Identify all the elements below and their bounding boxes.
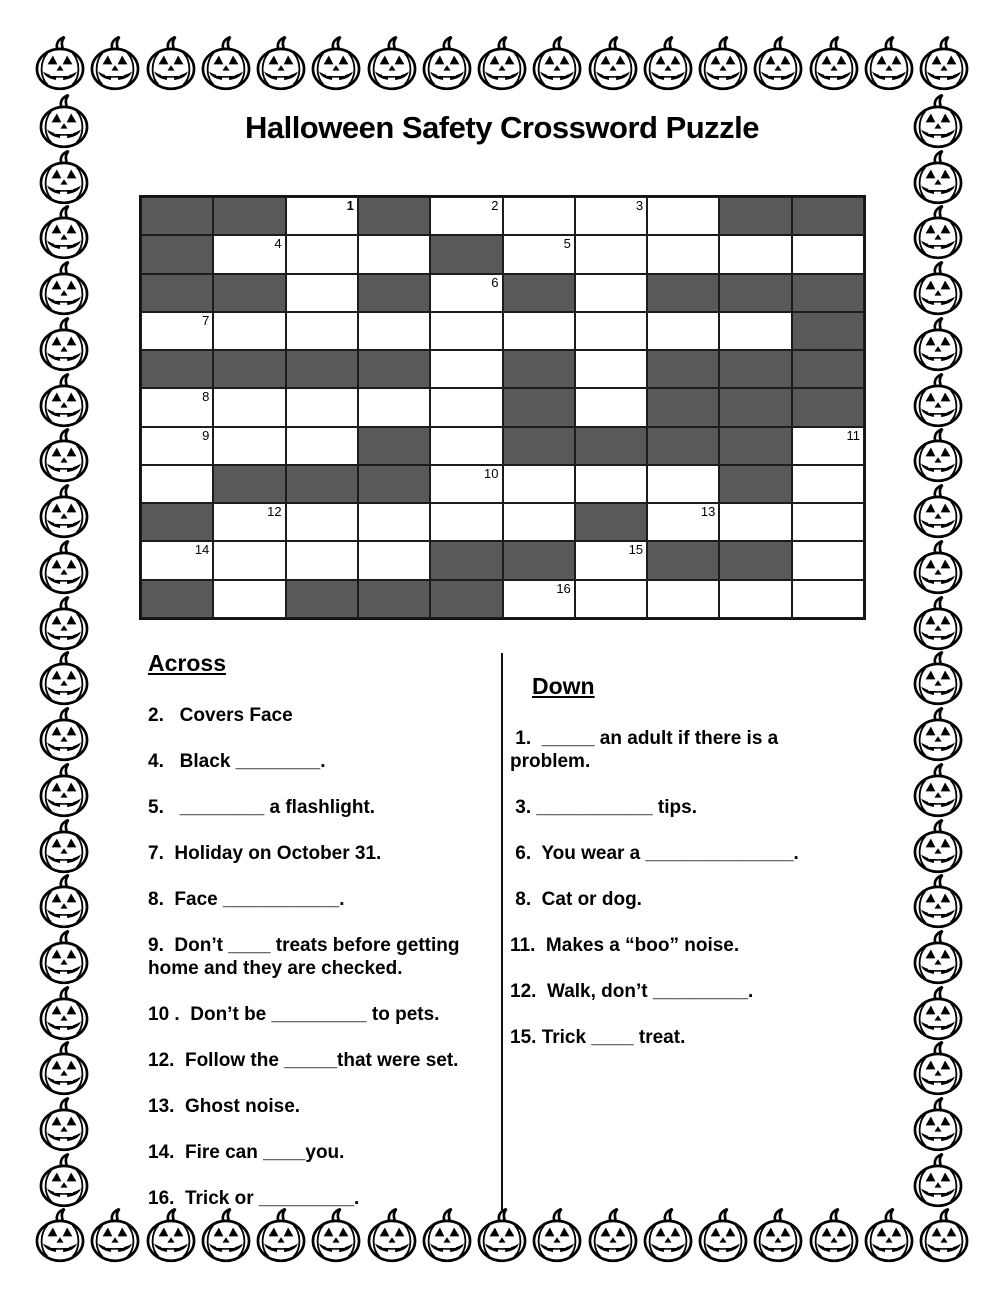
jack-o-lantern-pumpkin-icon — [365, 36, 419, 91]
grid-cell[interactable] — [430, 427, 502, 465]
jack-o-lantern-pumpkin-icon — [475, 36, 529, 91]
jack-o-lantern-pumpkin-icon — [37, 930, 91, 985]
jack-o-lantern-pumpkin-icon — [88, 36, 142, 91]
down-heading: Down — [532, 673, 595, 699]
grid-cell[interactable] — [358, 312, 430, 350]
across-clue: 9. Don’t ____ treats before getting home and they are checked. — [148, 935, 465, 979]
jack-o-lantern-pumpkin-icon — [917, 1208, 971, 1263]
jack-o-lantern-pumpkin-icon — [586, 36, 640, 91]
pumpkin-border-top — [33, 36, 971, 92]
grid-cell[interactable] — [358, 541, 430, 579]
grid-cell-dark — [141, 197, 213, 235]
cell-number: 4 — [274, 236, 282, 252]
grid-cell[interactable] — [575, 465, 647, 503]
grid-cell[interactable] — [792, 503, 864, 541]
jack-o-lantern-pumpkin-icon — [911, 150, 965, 205]
jack-o-lantern-pumpkin-icon — [911, 317, 965, 372]
grid-cell[interactable] — [286, 388, 358, 426]
jack-o-lantern-pumpkin-icon — [751, 1208, 805, 1263]
cell-number: 8 — [202, 389, 210, 405]
grid-cell[interactable] — [503, 580, 575, 618]
grid-cell[interactable] — [719, 235, 791, 273]
grid-cell-dark — [647, 541, 719, 579]
grid-cell-dark — [358, 427, 430, 465]
jack-o-lantern-pumpkin-icon — [144, 36, 198, 91]
cell-number: 3 — [635, 198, 644, 213]
grid-cell[interactable] — [213, 427, 285, 465]
grid-cell[interactable] — [286, 274, 358, 312]
jack-o-lantern-pumpkin-icon — [911, 373, 965, 428]
across-clue: 16. Trick or _________. — [148, 1188, 360, 1209]
jack-o-lantern-pumpkin-icon — [807, 36, 861, 91]
grid-cell[interactable] — [430, 274, 502, 312]
down-clue-list — [510, 727, 858, 1049]
cell-number: 1 — [346, 198, 354, 213]
grid-cell-dark — [647, 274, 719, 312]
grid-cell-dark — [141, 274, 213, 312]
across-clue-list — [148, 704, 510, 1210]
grid-cell[interactable] — [213, 312, 285, 350]
jack-o-lantern-pumpkin-icon — [807, 1208, 861, 1263]
grid-cell[interactable] — [430, 312, 502, 350]
across-clue: 14. Fire can ____you. — [148, 1142, 345, 1163]
jack-o-lantern-pumpkin-icon — [911, 874, 965, 929]
jack-o-lantern-pumpkin-icon — [37, 986, 91, 1041]
jack-o-lantern-pumpkin-icon — [911, 1153, 965, 1208]
down-clue: 1. _____ an adult if there is a problem. — [510, 728, 784, 772]
jack-o-lantern-pumpkin-icon — [641, 36, 695, 91]
jack-o-lantern-pumpkin-icon — [33, 1208, 87, 1263]
grid-cell-dark — [503, 274, 575, 312]
grid-cell[interactable] — [430, 503, 502, 541]
grid-cell[interactable] — [213, 503, 285, 541]
jack-o-lantern-pumpkin-icon — [199, 36, 253, 91]
grid-cell[interactable] — [286, 427, 358, 465]
across-clue: 12. Follow the _____that were set. — [148, 1050, 459, 1071]
crossword-grid — [139, 195, 866, 620]
jack-o-lantern-pumpkin-icon — [641, 1208, 695, 1263]
grid-cell[interactable] — [575, 350, 647, 388]
jack-o-lantern-pumpkin-icon — [911, 651, 965, 706]
jack-o-lantern-pumpkin-icon — [37, 874, 91, 929]
across-clue: 10 . Don’t be _________ to pets. — [148, 1004, 440, 1025]
grid-cell[interactable] — [213, 235, 285, 273]
across-clue: 13. Ghost noise. — [148, 1096, 301, 1117]
grid-cell-dark — [575, 427, 647, 465]
grid-cell-dark — [719, 465, 791, 503]
jack-o-lantern-pumpkin-icon — [911, 986, 965, 1041]
pumpkin-border-left — [37, 94, 93, 1208]
grid-cell[interactable] — [213, 388, 285, 426]
grid-cell[interactable] — [647, 465, 719, 503]
grid-cell[interactable] — [503, 197, 575, 235]
cell-number: 14 — [194, 542, 210, 558]
jack-o-lantern-pumpkin-icon — [37, 205, 91, 260]
grid-cell[interactable] — [503, 235, 575, 273]
grid-cell-dark — [792, 312, 864, 350]
grid-cell-dark — [719, 197, 791, 235]
grid-cell-dark — [430, 235, 502, 273]
cell-number: 6 — [491, 274, 499, 290]
grid-cell[interactable] — [719, 580, 791, 618]
down-clue: 6. You wear a ______________. — [510, 843, 799, 864]
grid-cell-dark — [286, 350, 358, 388]
grid-cell-dark — [647, 388, 719, 426]
jack-o-lantern-pumpkin-icon — [751, 36, 805, 91]
cell-number: 5 — [563, 236, 571, 252]
jack-o-lantern-pumpkin-icon — [696, 1208, 750, 1263]
jack-o-lantern-pumpkin-icon — [911, 819, 965, 874]
jack-o-lantern-pumpkin-icon — [530, 1208, 584, 1263]
grid-cell[interactable] — [575, 541, 647, 579]
grid-cell[interactable] — [503, 503, 575, 541]
cell-number: 2 — [491, 198, 499, 213]
grid-cell[interactable] — [286, 541, 358, 579]
grid-cell[interactable] — [430, 388, 502, 426]
grid-cell[interactable] — [792, 235, 864, 273]
grid-cell[interactable] — [141, 465, 213, 503]
grid-cell[interactable] — [719, 503, 791, 541]
grid-cell-dark — [503, 427, 575, 465]
grid-cell-dark — [141, 503, 213, 541]
grid-cell[interactable] — [213, 580, 285, 618]
cell-number: 9 — [202, 427, 210, 443]
down-clue: 3. ___________ tips. — [510, 797, 697, 818]
grid-cell-dark — [792, 274, 864, 312]
grid-cell-dark — [141, 350, 213, 388]
grid-cell-dark — [792, 350, 864, 388]
grid-cell-dark — [719, 427, 791, 465]
grid-cell-dark — [575, 503, 647, 541]
grid-cell-dark — [430, 580, 502, 618]
jack-o-lantern-pumpkin-icon — [37, 1097, 91, 1152]
jack-o-lantern-pumpkin-icon — [37, 651, 91, 706]
jack-o-lantern-pumpkin-icon — [911, 1041, 965, 1096]
jack-o-lantern-pumpkin-icon — [917, 36, 971, 91]
grid-cell[interactable] — [141, 541, 213, 579]
across-heading: Across — [148, 650, 226, 676]
grid-cell-dark — [141, 580, 213, 618]
jack-o-lantern-pumpkin-icon — [911, 205, 965, 260]
jack-o-lantern-pumpkin-icon — [862, 36, 916, 91]
grid-cell-dark — [286, 465, 358, 503]
grid-cell[interactable] — [141, 388, 213, 426]
grid-cell[interactable] — [647, 503, 719, 541]
jack-o-lantern-pumpkin-icon — [37, 819, 91, 874]
grid-cell-dark — [358, 350, 430, 388]
grid-cell-dark — [503, 541, 575, 579]
grid-cell[interactable] — [575, 388, 647, 426]
jack-o-lantern-pumpkin-icon — [254, 36, 308, 91]
jack-o-lantern-pumpkin-icon — [911, 596, 965, 651]
jack-o-lantern-pumpkin-icon — [911, 428, 965, 483]
grid-cell-dark — [719, 274, 791, 312]
jack-o-lantern-pumpkin-icon — [420, 36, 474, 91]
grid-cell[interactable] — [358, 388, 430, 426]
jack-o-lantern-pumpkin-icon — [33, 36, 87, 91]
cell-number: 10 — [484, 465, 499, 481]
grid-cell-dark — [213, 197, 285, 235]
jack-o-lantern-pumpkin-icon — [37, 317, 91, 372]
grid-cell-dark — [358, 274, 430, 312]
grid-cell-dark — [792, 197, 864, 235]
grid-cell-dark — [503, 388, 575, 426]
pumpkin-border-right — [911, 94, 967, 1208]
cell-number: 15 — [628, 542, 644, 558]
across-clue: 8. Face ___________. — [148, 889, 345, 910]
grid-cell[interactable] — [141, 427, 213, 465]
grid-cell[interactable] — [792, 580, 864, 618]
jack-o-lantern-pumpkin-icon — [37, 763, 91, 818]
cell-number: 7 — [202, 312, 210, 328]
jack-o-lantern-pumpkin-icon — [911, 540, 965, 595]
jack-o-lantern-pumpkin-icon — [37, 707, 91, 762]
grid-cell-dark — [213, 274, 285, 312]
grid-cell[interactable] — [575, 274, 647, 312]
grid-cell[interactable] — [647, 580, 719, 618]
grid-cell-dark — [719, 350, 791, 388]
grid-cell[interactable] — [430, 350, 502, 388]
grid-cell[interactable] — [792, 465, 864, 503]
grid-cell-dark — [213, 350, 285, 388]
jack-o-lantern-pumpkin-icon — [37, 596, 91, 651]
grid-cell[interactable] — [358, 235, 430, 273]
jack-o-lantern-pumpkin-icon — [37, 540, 91, 595]
jack-o-lantern-pumpkin-icon — [911, 1097, 965, 1152]
across-section — [148, 650, 510, 1233]
grid-cell[interactable] — [575, 312, 647, 350]
jack-o-lantern-pumpkin-icon — [37, 150, 91, 205]
grid-cell[interactable] — [286, 503, 358, 541]
grid-cell-dark — [719, 541, 791, 579]
grid-cell-dark — [503, 350, 575, 388]
across-clue: 5. ________ a flashlight. — [148, 797, 376, 818]
grid-cell[interactable] — [792, 427, 864, 465]
cell-number: 16 — [556, 580, 571, 596]
grid-cell[interactable] — [430, 465, 502, 503]
grid-cell-dark — [286, 580, 358, 618]
grid-cell-dark — [358, 580, 430, 618]
grid-cell[interactable] — [792, 541, 864, 579]
across-clue: 7. Holiday on October 31. — [148, 843, 382, 864]
cell-number: 13 — [700, 504, 716, 520]
grid-cell-dark — [647, 427, 719, 465]
jack-o-lantern-pumpkin-icon — [911, 763, 965, 818]
grid-cell-dark — [141, 235, 213, 273]
grid-cell[interactable] — [503, 465, 575, 503]
jack-o-lantern-pumpkin-icon — [586, 1208, 640, 1263]
grid-cell[interactable] — [141, 312, 213, 350]
jack-o-lantern-pumpkin-icon — [911, 261, 965, 316]
jack-o-lantern-pumpkin-icon — [911, 707, 965, 762]
grid-cell[interactable] — [430, 197, 502, 235]
down-section — [510, 673, 858, 1072]
across-clue: 2. Covers Face — [148, 705, 293, 726]
cell-number: 12 — [267, 504, 282, 520]
page-title: Halloween Safety Crossword Puzzle — [244, 110, 760, 145]
grid-cell-dark — [358, 197, 430, 235]
jack-o-lantern-pumpkin-icon — [37, 373, 91, 428]
down-clue: 8. Cat or dog. — [510, 889, 642, 910]
jack-o-lantern-pumpkin-icon — [309, 36, 363, 91]
down-clue: 12. Walk, don’t _________. — [510, 981, 754, 1002]
jack-o-lantern-pumpkin-icon — [88, 1208, 142, 1263]
down-clue: 11. Makes a “boo” noise. — [510, 935, 740, 956]
grid-cell[interactable] — [503, 312, 575, 350]
grid-cell[interactable] — [286, 197, 358, 235]
jack-o-lantern-pumpkin-icon — [911, 930, 965, 985]
grid-cell-dark — [792, 388, 864, 426]
grid-cell[interactable] — [286, 235, 358, 273]
grid-cell[interactable] — [647, 312, 719, 350]
grid-cell[interactable] — [358, 503, 430, 541]
grid-cell[interactable] — [647, 197, 719, 235]
down-clue: 15. Trick ____ treat. — [510, 1027, 686, 1048]
grid-cell-dark — [719, 388, 791, 426]
grid-cell[interactable] — [719, 312, 791, 350]
grid-cell[interactable] — [286, 312, 358, 350]
grid-cell[interactable] — [575, 580, 647, 618]
grid-cell[interactable] — [647, 235, 719, 273]
cell-number: 11 — [846, 427, 860, 443]
jack-o-lantern-pumpkin-icon — [37, 428, 91, 483]
grid-cell[interactable] — [213, 541, 285, 579]
jack-o-lantern-pumpkin-icon — [862, 1208, 916, 1263]
grid-cell[interactable] — [575, 197, 647, 235]
grid-cell-dark — [647, 350, 719, 388]
jack-o-lantern-pumpkin-icon — [911, 484, 965, 539]
grid-cell-dark — [358, 465, 430, 503]
across-clue: 4. Black ________. — [148, 751, 326, 772]
jack-o-lantern-pumpkin-icon — [530, 36, 584, 91]
jack-o-lantern-pumpkin-icon — [37, 1153, 91, 1208]
jack-o-lantern-pumpkin-icon — [696, 36, 750, 91]
grid-cell-dark — [430, 541, 502, 579]
grid-cell[interactable] — [575, 235, 647, 273]
jack-o-lantern-pumpkin-icon — [37, 484, 91, 539]
jack-o-lantern-pumpkin-icon — [37, 261, 91, 316]
jack-o-lantern-pumpkin-icon — [37, 1041, 91, 1096]
grid-cell-dark — [213, 465, 285, 503]
